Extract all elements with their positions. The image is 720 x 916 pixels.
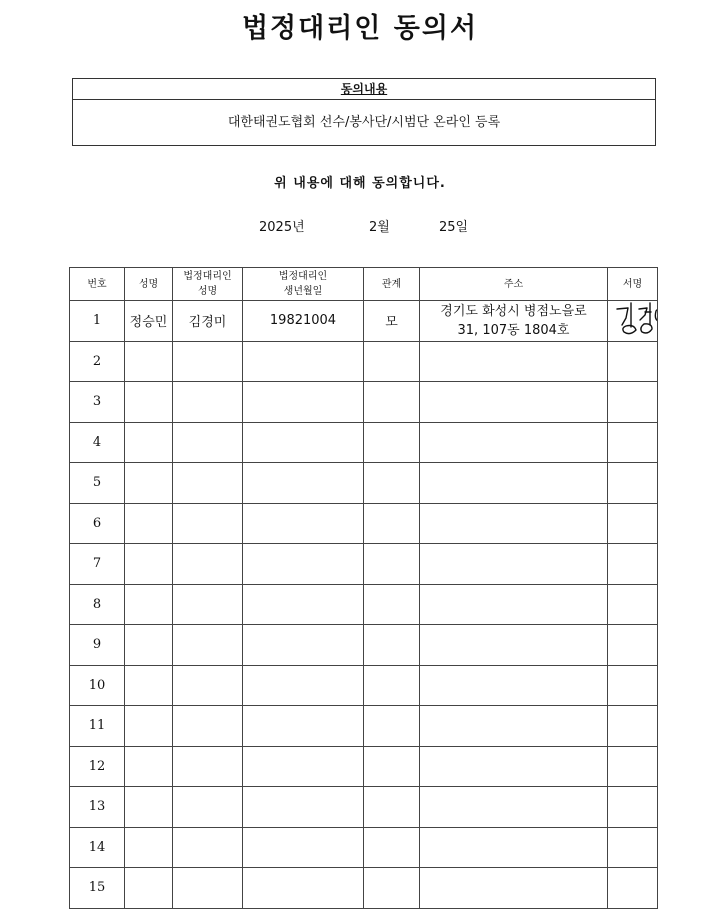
header-signature: 서명 bbox=[608, 268, 658, 301]
row-address bbox=[420, 584, 608, 625]
row-address bbox=[420, 382, 608, 423]
row-guardian-birth bbox=[243, 868, 364, 909]
row-address bbox=[420, 868, 608, 909]
table-row bbox=[70, 301, 658, 342]
table-row bbox=[70, 503, 658, 544]
row-guardian-birth bbox=[243, 665, 364, 706]
row-address bbox=[420, 544, 608, 585]
row-name: 정승민 bbox=[125, 301, 173, 342]
date-day: 25일 bbox=[439, 220, 469, 235]
row-number: 4 bbox=[70, 422, 125, 463]
table-row bbox=[70, 341, 658, 382]
row-relation bbox=[364, 868, 420, 909]
header-address: 주소 bbox=[420, 268, 608, 301]
row-signature bbox=[608, 301, 658, 342]
row-address-line2: 31, 107동 1804호 bbox=[457, 322, 570, 338]
row-name bbox=[125, 706, 173, 747]
row-signature bbox=[608, 746, 658, 787]
row-relation bbox=[364, 463, 420, 504]
table-header-row bbox=[70, 268, 658, 301]
row-address bbox=[420, 503, 608, 544]
guardian-table bbox=[69, 267, 658, 909]
row-address-line1: 경기도 화성시 병점노을로 bbox=[440, 303, 587, 319]
row-name bbox=[125, 787, 173, 828]
handwritten-signature bbox=[614, 301, 658, 340]
row-guardian-birth bbox=[243, 584, 364, 625]
row-address bbox=[420, 746, 608, 787]
row-relation: 모 bbox=[364, 301, 420, 342]
row-guardian-name bbox=[173, 463, 243, 504]
row-guardian-name bbox=[173, 341, 243, 382]
row-relation bbox=[364, 341, 420, 382]
row-signature bbox=[608, 706, 658, 747]
row-guardian-name bbox=[173, 746, 243, 787]
row-address bbox=[420, 827, 608, 868]
table-row bbox=[70, 544, 658, 585]
row-address bbox=[420, 706, 608, 747]
row-name bbox=[125, 665, 173, 706]
row-name bbox=[125, 625, 173, 666]
row-number: 7 bbox=[70, 544, 125, 585]
row-relation bbox=[364, 827, 420, 868]
row-guardian-birth bbox=[243, 422, 364, 463]
row-relation bbox=[364, 584, 420, 625]
row-name bbox=[125, 503, 173, 544]
row-relation bbox=[364, 625, 420, 666]
header-guardian-name-line2: 성명 bbox=[197, 286, 218, 297]
row-address bbox=[420, 301, 608, 342]
row-number: 11 bbox=[70, 706, 125, 747]
header-guardian-birth-line2: 생년월일 bbox=[283, 286, 323, 297]
header-name: 성명 bbox=[125, 268, 173, 301]
row-address bbox=[420, 625, 608, 666]
row-signature bbox=[608, 584, 658, 625]
table-row bbox=[70, 787, 658, 828]
consent-box-header bbox=[73, 79, 655, 100]
row-number: 1 bbox=[70, 301, 125, 342]
row-signature bbox=[608, 463, 658, 504]
row-guardian-birth bbox=[243, 625, 364, 666]
table-row bbox=[70, 665, 658, 706]
table-row bbox=[70, 625, 658, 666]
row-guardian-name bbox=[173, 503, 243, 544]
row-relation bbox=[364, 787, 420, 828]
row-name bbox=[125, 382, 173, 423]
row-guardian-name bbox=[173, 382, 243, 423]
table-row bbox=[70, 584, 658, 625]
row-address bbox=[420, 341, 608, 382]
row-name bbox=[125, 463, 173, 504]
row-address bbox=[420, 463, 608, 504]
header-number: 번호 bbox=[70, 268, 125, 301]
row-guardian-name bbox=[173, 544, 243, 585]
table-row bbox=[70, 382, 658, 423]
row-number: 9 bbox=[70, 625, 125, 666]
row-signature bbox=[608, 868, 658, 909]
row-guardian-birth bbox=[243, 544, 364, 585]
row-guardian-name bbox=[173, 868, 243, 909]
row-guardian-birth: 19821004 bbox=[243, 301, 364, 342]
table-row bbox=[70, 706, 658, 747]
row-guardian-name bbox=[173, 584, 243, 625]
header-guardian-name bbox=[173, 268, 243, 301]
row-signature bbox=[608, 544, 658, 585]
document-title: 법정대리인 동의서 bbox=[241, 13, 479, 44]
row-number: 14 bbox=[70, 827, 125, 868]
row-name bbox=[125, 868, 173, 909]
row-guardian-birth bbox=[243, 503, 364, 544]
consent-content: 대한태권도협회 선수/봉사단/시범단 온라인 등록 bbox=[227, 115, 501, 130]
date-year: 2025년 bbox=[259, 220, 305, 235]
row-guardian-name bbox=[173, 625, 243, 666]
row-guardian-name bbox=[173, 706, 243, 747]
row-guardian-name bbox=[173, 665, 243, 706]
row-guardian-name bbox=[173, 422, 243, 463]
row-name bbox=[125, 422, 173, 463]
row-guardian-name bbox=[173, 827, 243, 868]
row-guardian-name: 김경미 bbox=[173, 301, 243, 342]
row-guardian-birth bbox=[243, 746, 364, 787]
row-name bbox=[125, 746, 173, 787]
row-relation bbox=[364, 382, 420, 423]
row-relation bbox=[364, 422, 420, 463]
row-number: 5 bbox=[70, 463, 125, 504]
header-relation: 관계 bbox=[364, 268, 420, 301]
table-row bbox=[70, 827, 658, 868]
row-guardian-birth bbox=[243, 341, 364, 382]
row-signature bbox=[608, 665, 658, 706]
row-address bbox=[420, 665, 608, 706]
row-relation bbox=[364, 544, 420, 585]
row-signature bbox=[608, 503, 658, 544]
row-number: 8 bbox=[70, 584, 125, 625]
consent-header-label: 동의내용 bbox=[340, 82, 388, 96]
row-relation bbox=[364, 746, 420, 787]
row-name bbox=[125, 341, 173, 382]
row-signature bbox=[608, 422, 658, 463]
agreement-statement: 위 내용에 대해 동의합니다. bbox=[274, 176, 446, 191]
table-row bbox=[70, 463, 658, 504]
row-guardian-birth bbox=[243, 706, 364, 747]
row-address bbox=[420, 422, 608, 463]
date-month: 2월 bbox=[369, 220, 390, 235]
row-number: 3 bbox=[70, 382, 125, 423]
row-relation bbox=[364, 503, 420, 544]
row-number: 13 bbox=[70, 787, 125, 828]
consent-box bbox=[72, 78, 656, 146]
row-guardian-name bbox=[173, 787, 243, 828]
row-guardian-birth bbox=[243, 787, 364, 828]
table-row bbox=[70, 868, 658, 909]
table-row bbox=[70, 422, 658, 463]
row-name bbox=[125, 584, 173, 625]
header-guardian-name-line1: 법정대리인 bbox=[183, 271, 232, 282]
row-number: 2 bbox=[70, 341, 125, 382]
row-number: 6 bbox=[70, 503, 125, 544]
row-number: 15 bbox=[70, 868, 125, 909]
row-number: 10 bbox=[70, 665, 125, 706]
row-name bbox=[125, 827, 173, 868]
row-relation bbox=[364, 665, 420, 706]
row-name bbox=[125, 544, 173, 585]
row-number: 12 bbox=[70, 746, 125, 787]
header-guardian-birth bbox=[243, 268, 364, 301]
row-guardian-birth bbox=[243, 382, 364, 423]
header-guardian-birth-line1: 법정대리인 bbox=[278, 271, 328, 282]
row-address bbox=[420, 787, 608, 828]
row-guardian-birth bbox=[243, 463, 364, 504]
row-signature bbox=[608, 827, 658, 868]
row-signature bbox=[608, 625, 658, 666]
row-relation bbox=[364, 706, 420, 747]
row-signature bbox=[608, 382, 658, 423]
row-signature bbox=[608, 341, 658, 382]
row-signature bbox=[608, 787, 658, 828]
row-guardian-birth bbox=[243, 827, 364, 868]
table-row bbox=[70, 746, 658, 787]
